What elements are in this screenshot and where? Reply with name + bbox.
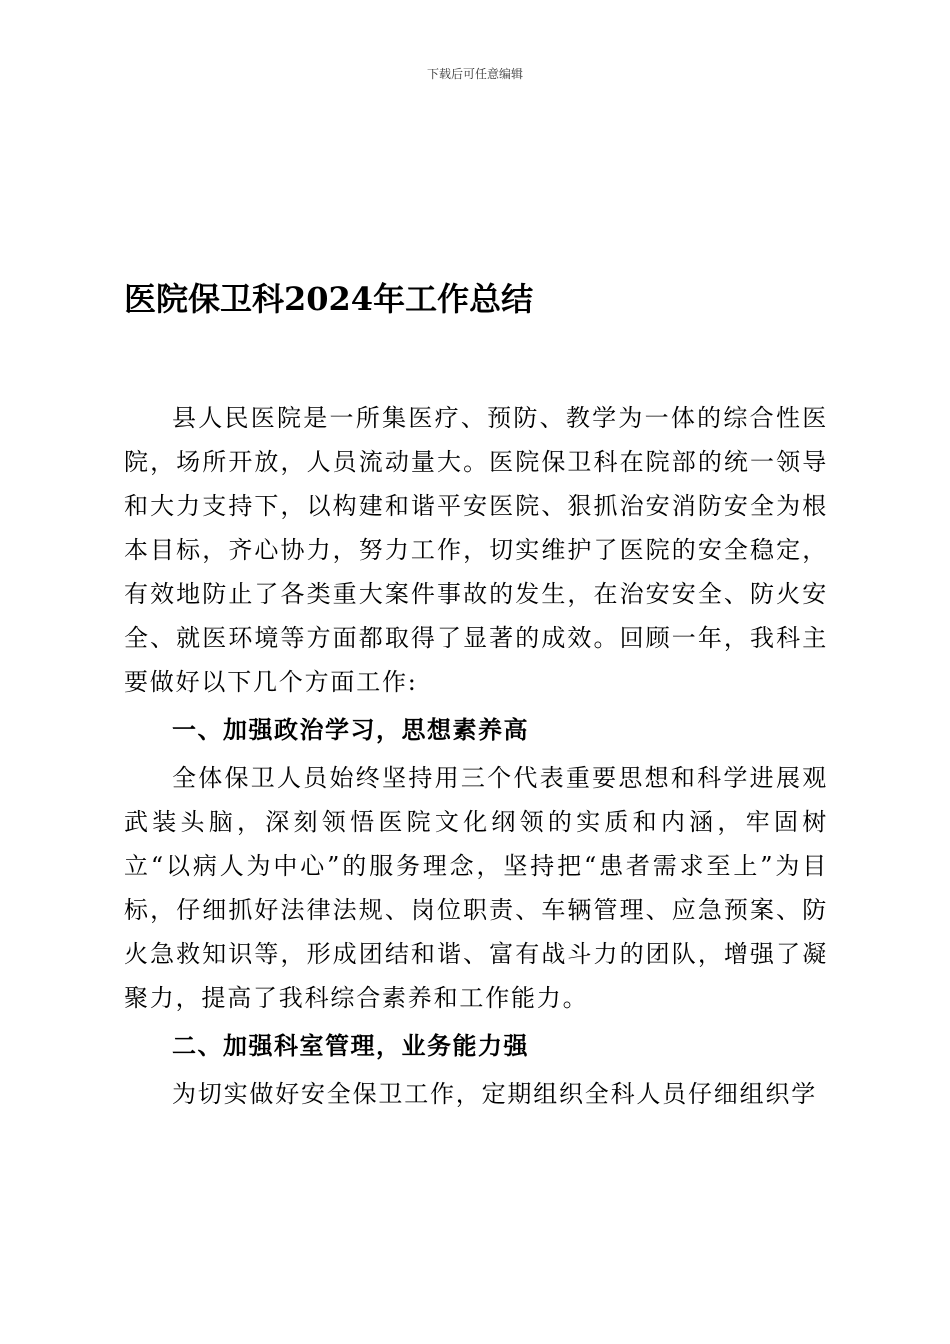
section-paragraph-2: 为切实做好安全保卫工作，定期组织全科人员仔细组织学 [172, 1080, 817, 1108]
section-heading-2: 二、加强科室管理，业务能力强 [172, 1032, 529, 1060]
section-paragraph-1: 全体保卫人员始终坚持用三个代表重要思想和科学进展观武装头脑，深刻领悟医院文化纲领的实质和内涵，牢固树立“以病人为中心”的服务理念，坚持把“患者需求至上”为目标，仔细抓好法律法规、岗位职责、车辆管理、应急预案、防火急救知识等，形成团结和谐、富有战斗力的团队，增强了凝聚力，提高了我科综合素养和工作能力。 [124, 764, 828, 1012]
page-header-note: 下载后可任意编辑 [426, 67, 523, 81]
section-heading-1: 一、加强政治学习，思想素养高 [172, 716, 529, 744]
intro-paragraph: 县人民医院是一所集医疗、预防、教学为一体的综合性医院，场所开放，人员流动量大。医院保卫科在院部的统一领导和大力支持下，以构建和谐平安医院、狠抓治安消防安全为根本目标，齐心协力，努力工作，切实维护了医院的安全稳定，有效地防止了各类重大案件事故的发生，在治安安全、防火安全、就医环境等方面都取得了显著的成效。回顾一年，我科主要做好以下几个方面工作: [124, 404, 828, 696]
document-title: 医院保卫科2024年工作总结 [124, 280, 534, 318]
document-body [124, 396, 828, 1116]
